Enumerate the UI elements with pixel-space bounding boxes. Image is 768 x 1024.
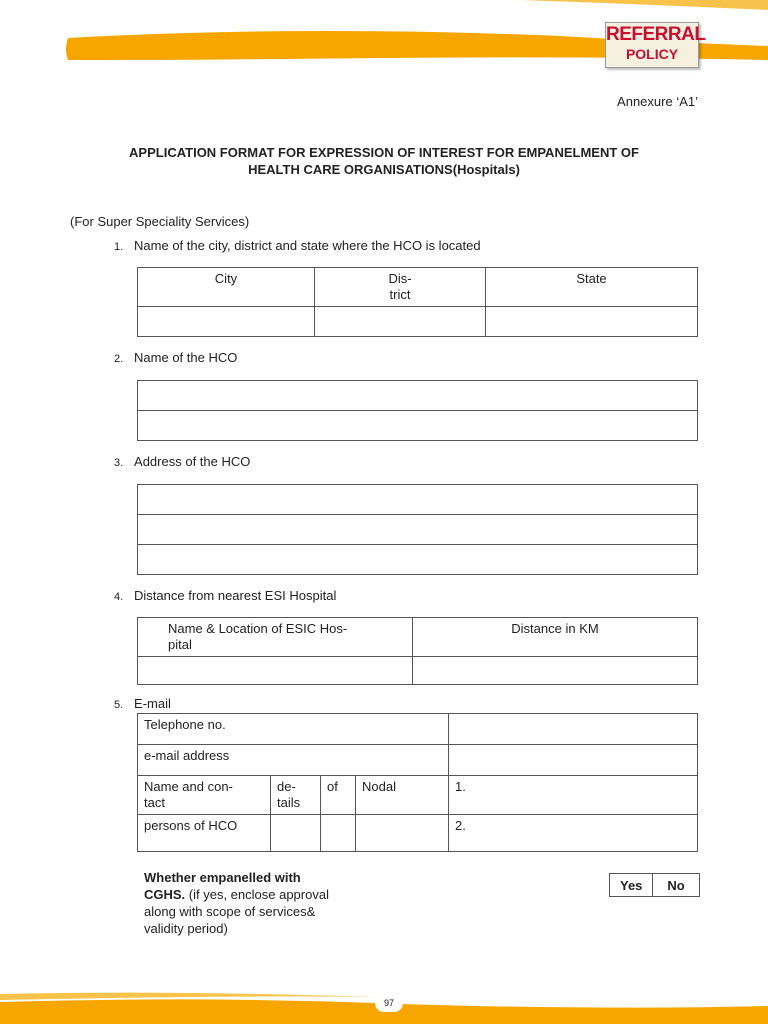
nodal-de: de- xyxy=(277,779,296,794)
header-esic-name xyxy=(138,618,413,657)
esi-distance-table xyxy=(137,617,698,685)
hco-name-table xyxy=(137,380,698,441)
q5-number: 5. xyxy=(114,699,124,711)
district-cell[interactable] xyxy=(315,307,486,337)
telephone-cell[interactable] xyxy=(449,714,698,745)
title-line2-suffix: (Hospitals) xyxy=(452,162,520,177)
contact-table xyxy=(137,713,698,852)
nodal-label-a xyxy=(138,776,271,815)
q1-text: Name of the city, district and state where the HCO is located xyxy=(134,238,481,253)
annexure-label: Annexure ‘A1’ xyxy=(617,94,698,109)
header-esic-name-b: pital xyxy=(168,637,192,652)
telephone-label: Telephone no. xyxy=(138,714,449,745)
question-1 xyxy=(114,238,481,255)
cghs-line3: along with scope of services& xyxy=(144,904,316,919)
header-state: State xyxy=(486,268,698,307)
header-district-a: Dis- xyxy=(388,271,412,286)
title-line2-main: HEALTH CARE ORGANISATIONS xyxy=(248,162,453,177)
persons-cell-d xyxy=(356,815,449,852)
email-cell[interactable] xyxy=(449,745,698,776)
header-district-b: trict xyxy=(389,287,411,302)
persons-cell-b xyxy=(271,815,321,852)
nodal-tails: tails xyxy=(277,795,301,810)
address-cell-2[interactable] xyxy=(138,515,698,545)
cghs-yes-no-table xyxy=(609,873,700,897)
cghs-line4: validity period) xyxy=(144,921,228,936)
q2-text: Name of the HCO xyxy=(134,350,238,365)
persons-label: persons of HCO xyxy=(138,815,271,852)
subtitle: (For Super Speciality Services) xyxy=(70,214,250,229)
page-number: 97 xyxy=(375,994,403,1012)
question-2 xyxy=(114,350,237,367)
cghs-line2 xyxy=(144,886,374,903)
page-title xyxy=(70,144,698,178)
nodal-label-b xyxy=(271,776,321,815)
question-4 xyxy=(114,588,336,605)
header-district xyxy=(315,268,486,307)
email-label: e-mail address xyxy=(138,745,449,776)
q1-number: 1. xyxy=(114,241,124,253)
state-cell[interactable] xyxy=(486,307,698,337)
header-esic-name-a: Name & Location of ESIC Hos- xyxy=(168,621,348,636)
address-cell-1[interactable] xyxy=(138,485,698,515)
q5-text: E-mail xyxy=(134,696,171,711)
nodal-name-a: Name and con- xyxy=(144,779,233,794)
title-line1: APPLICATION FORMAT FOR EXPRESSION OF INTEREST FOR EMPANELMENT OF xyxy=(129,145,639,160)
title-line2 xyxy=(70,161,698,178)
address-cell-3[interactable] xyxy=(138,545,698,575)
question-3 xyxy=(114,454,250,471)
esic-name-cell[interactable] xyxy=(138,657,413,685)
header-city: City xyxy=(138,268,315,307)
q4-number: 4. xyxy=(114,591,124,603)
distance-cell[interactable] xyxy=(413,657,698,685)
nodal-entry-2[interactable]: 2. xyxy=(449,815,698,852)
header-distance: Distance in KM xyxy=(413,618,698,657)
cghs-rest1: (if yes, enclose approval xyxy=(185,887,329,902)
no-option[interactable]: No xyxy=(653,874,699,897)
yes-option[interactable]: Yes xyxy=(610,874,653,897)
location-table xyxy=(137,267,698,337)
badge-line2: POLICY xyxy=(625,46,679,62)
city-cell[interactable] xyxy=(138,307,315,337)
question-5 xyxy=(114,696,171,713)
cghs-question xyxy=(144,869,374,937)
cghs-line1: Whether empanelled with xyxy=(144,870,301,885)
hco-name-cell-2[interactable] xyxy=(138,411,698,441)
nodal-name-b: tact xyxy=(144,795,165,810)
nodal-label-d: Nodal xyxy=(356,776,449,815)
q3-number: 3. xyxy=(114,457,124,469)
badge-line1: REFERRAL xyxy=(606,24,706,45)
nodal-entry-1[interactable]: 1. xyxy=(449,776,698,815)
persons-cell-c xyxy=(321,815,356,852)
q4-text: Distance from nearest ESI Hospital xyxy=(134,588,337,603)
nodal-label-c: of xyxy=(321,776,356,815)
q3-text: Address of the HCO xyxy=(134,454,251,469)
q2-number: 2. xyxy=(114,353,124,365)
address-table xyxy=(137,484,698,575)
hco-name-cell-1[interactable] xyxy=(138,381,698,411)
referral-policy-badge xyxy=(605,22,706,68)
cghs-bold: CGHS. xyxy=(144,887,186,902)
